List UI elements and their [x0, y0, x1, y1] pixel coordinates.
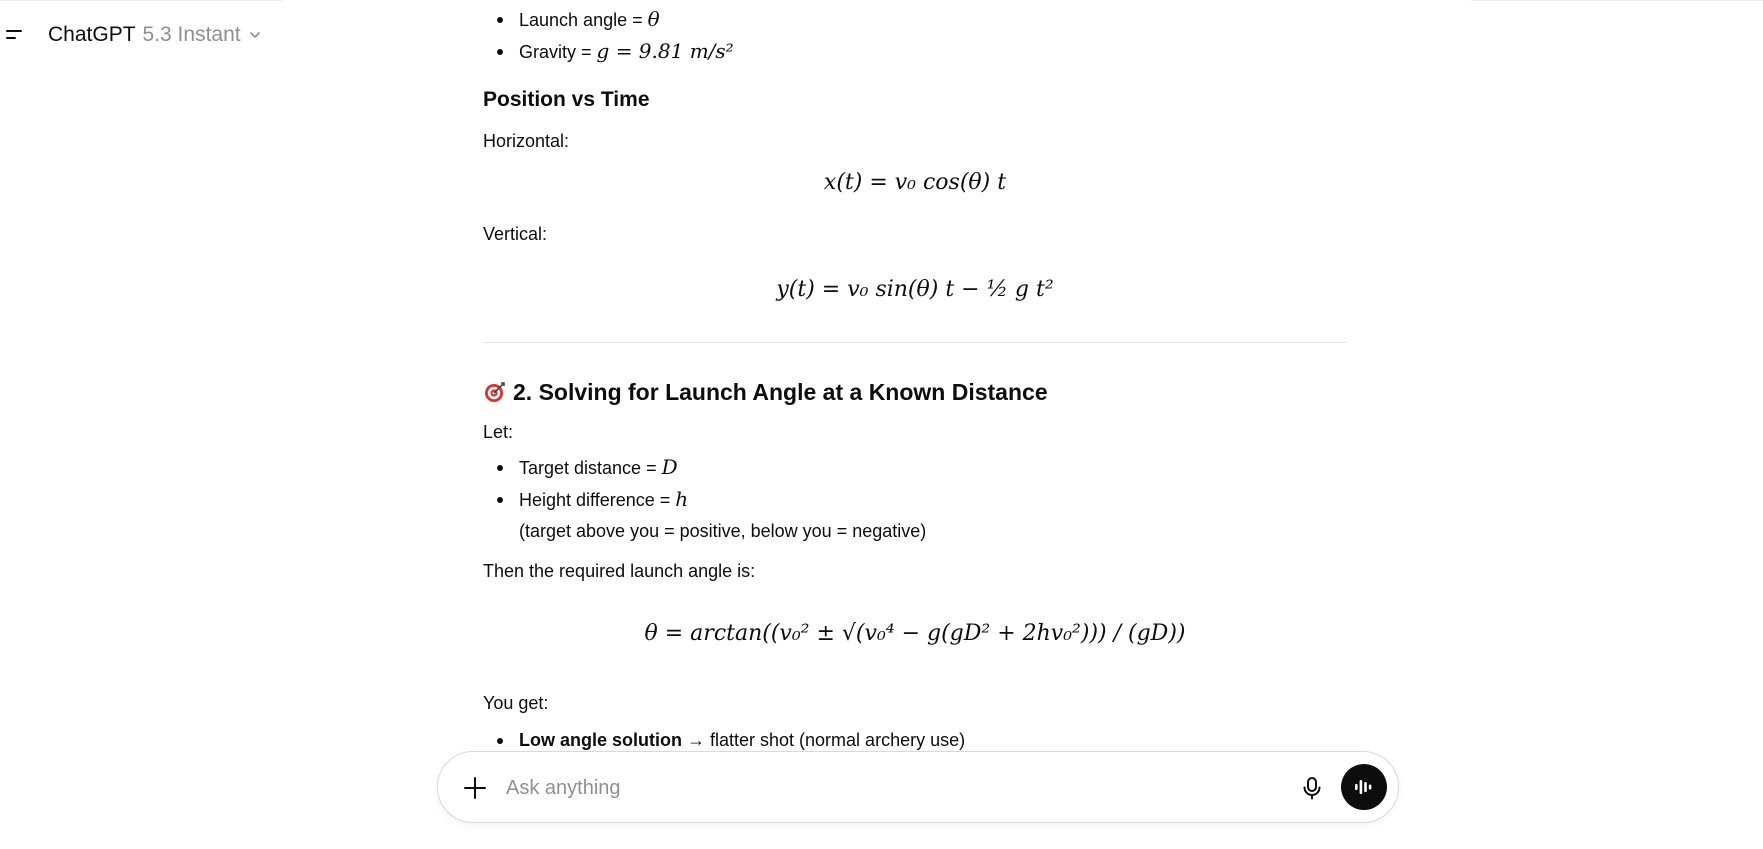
list-item: Target distance = D [483, 451, 1183, 483]
menu-icon[interactable] [6, 28, 24, 42]
header [0, 0, 282, 70]
given-list [483, 451, 1183, 515]
then-text: Then the required launch angle is: [483, 561, 756, 581]
position-heading: Position vs Time [483, 88, 650, 111]
section-divider [483, 342, 1347, 343]
model-switcher[interactable] [48, 20, 261, 50]
plus-icon[interactable] [460, 773, 490, 803]
mic-icon[interactable] [1298, 774, 1326, 802]
chevron-down-icon [249, 29, 261, 41]
list-item: Gravity = g = 9.81 m/s² [483, 35, 1083, 67]
sign-note: (target above you = positive, below you = negative) [519, 521, 927, 541]
list-item: Launch angle = θ [483, 3, 1083, 35]
voice-mode-icon [1353, 776, 1375, 798]
model-name: ChatGPT [48, 23, 136, 46]
message-input[interactable] [506, 770, 1266, 806]
list-item: Height difference = h [483, 483, 1183, 515]
vertical-label: Vertical: [483, 224, 548, 244]
list-item: Low angle solution → flatter shot (normal archery use) [483, 724, 1183, 756]
let-label: Let: [483, 422, 514, 442]
you-get-label: You get: [483, 693, 549, 713]
model-version: 5.3 Instant [142, 23, 241, 46]
variables-list [483, 3, 1083, 67]
composer [437, 751, 1399, 823]
launch-angle-equation: θ = arctan((v₀² ± √(v₀⁴ − g(gD² + 2hv₀²))) / (gD)) [644, 621, 1186, 646]
target-icon [483, 380, 507, 404]
vertical-equation: y(t) = v₀ sin(θ) t − ½ g t² [776, 277, 1054, 302]
horizontal-equation: x(t) = v₀ cos(θ) t [823, 170, 1007, 195]
top-divider-right [1471, 0, 1763, 1]
horizontal-label: Horizontal: [483, 131, 570, 151]
section-heading: 2. Solving for Launch Angle at a Known Distance [483, 376, 1347, 408]
voice-mode-button[interactable] [1341, 764, 1387, 810]
